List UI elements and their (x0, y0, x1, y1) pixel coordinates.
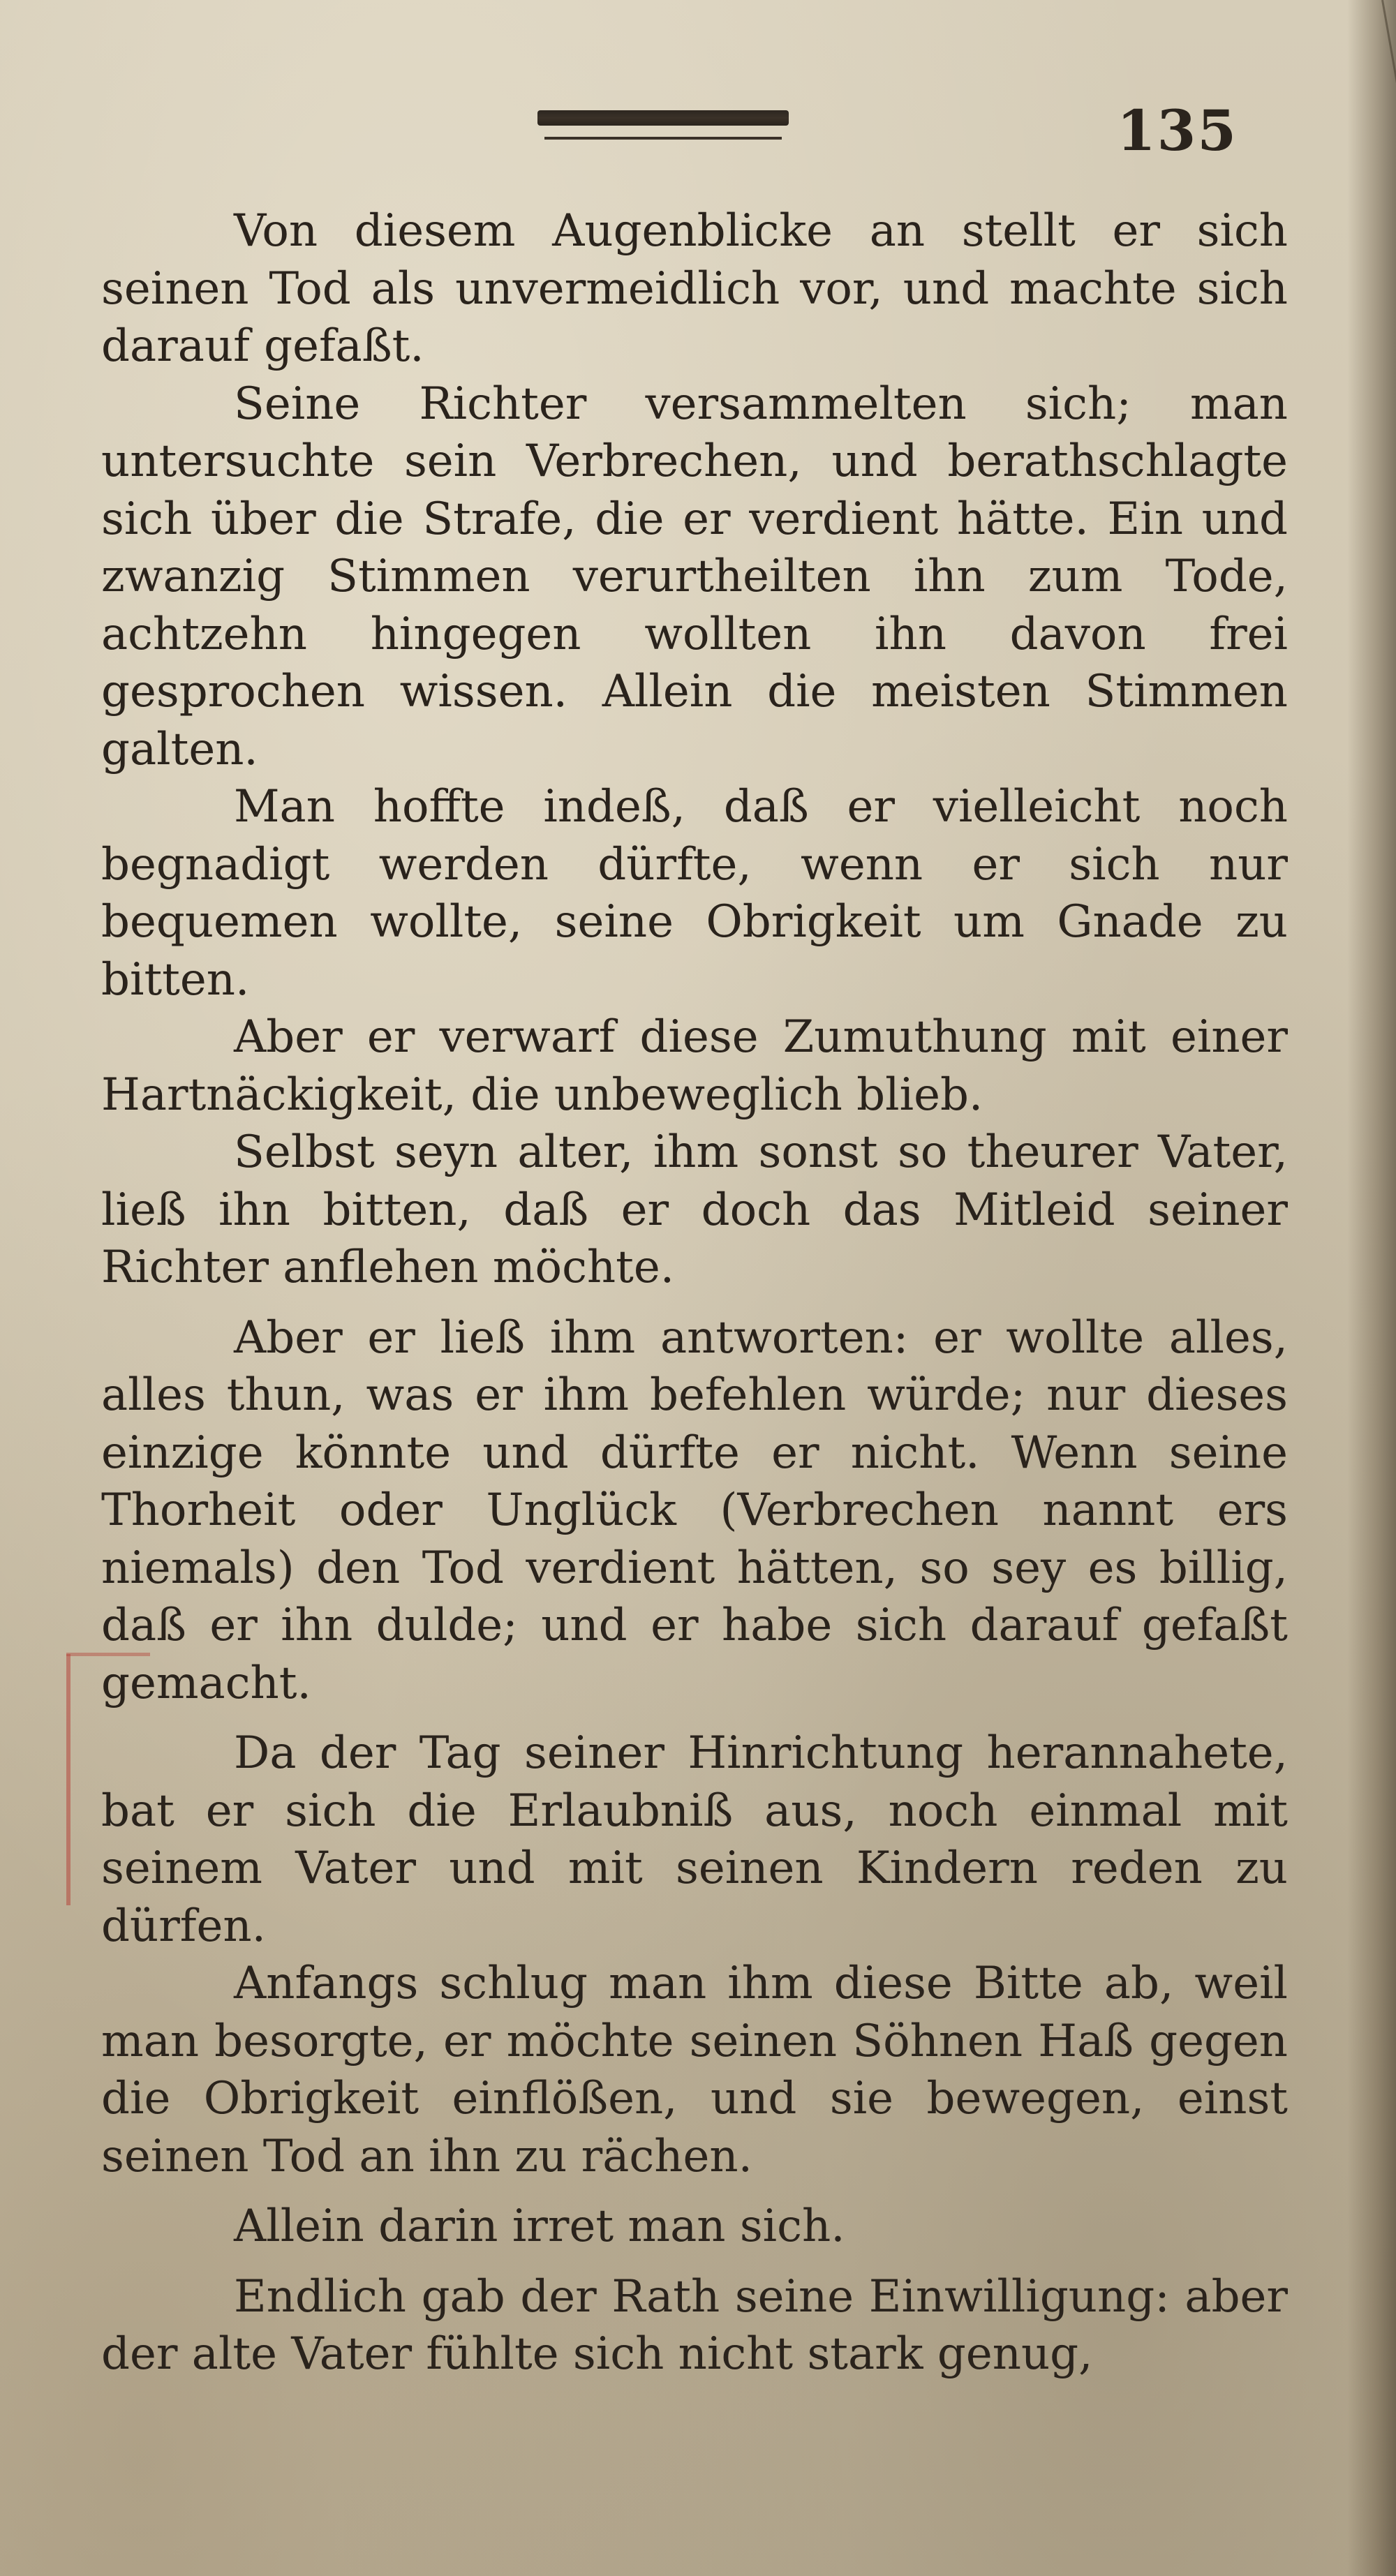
page-edge-shadow (1347, 0, 1396, 2576)
paragraph: Anfangs schlug man ihm diese Bitte ab, weil man besorgte, er möchte seinen Söhnen Haß gegen die Obrigkeit einflößen, und sie bewegen, einst seinen Tod an ihn zu rächen. (101, 1958, 1288, 2182)
paragraph: Da der Tag seiner Hinrichtung herannahete, bat er sich die Erlaubniß aus, noch einmal mit seinem Vater und mit seinen Kindern reden zu dürfen. (101, 1727, 1288, 1952)
paragraph: Aber er ließ ihm antworten: er wollte alles, alles thun, was er ihm befehlen würde; nur dieses einzige könnte und dürfte er nicht. Wenn seine Thorheit oder Unglück (Verbrechen nannt ers niemals) den Tod verdient hätten, so sey es billig, daß er ihn dulde; und er habe sich darauf gefaßt gemacht. (101, 1311, 1288, 1709)
page-header (0, 98, 1396, 163)
red-pencil-mark (66, 1654, 70, 1905)
paragraph: Man hoffte indeß, daß er vielleicht noch begnadigt werden dürfte, wenn er sich nur bequemen wollte, seine Obrigkeit um Gnade zu bitten. (101, 781, 1288, 1006)
paragraph: Allein darin irret man sich. (234, 2201, 845, 2252)
paragraph: Seine Richter versammelten sich; man untersuchte sein Verbrechen, und berathschlagte sich über die Strafe, die er verdient hätte. Ein und zwanzig Stimmen verurtheilten ihn zum Tode, achtzehn hingegen wollten ihn davon frei gesprochen wissen. Allein die meisten Stimmen galten. (101, 378, 1288, 775)
paragraph: Selbst seyn alter, ihm sonst so theurer Vater, ließ ihn bitten, daß er doch das Mitleid seiner Richter anflehen möchte. (101, 1126, 1288, 1293)
paragraph: Aber er verwarf diese Zumuthung mit einer Hartnäckigkeit, die unbeweglich blieb. (101, 1011, 1288, 1121)
header-ornament-rule (537, 110, 789, 126)
body-text (101, 202, 1288, 2383)
page-number: 135 (1117, 98, 1238, 163)
paragraph: Von diesem Augenblicke an stellt er sich seinen Tod als unvermeidlich vor, und machte sich darauf gefaßt. (101, 205, 1288, 372)
paragraph: Endlich gab der Rath seine Einwilligung: aber der alte Vater fühlte sich nicht stark genug, (101, 2270, 1288, 2380)
